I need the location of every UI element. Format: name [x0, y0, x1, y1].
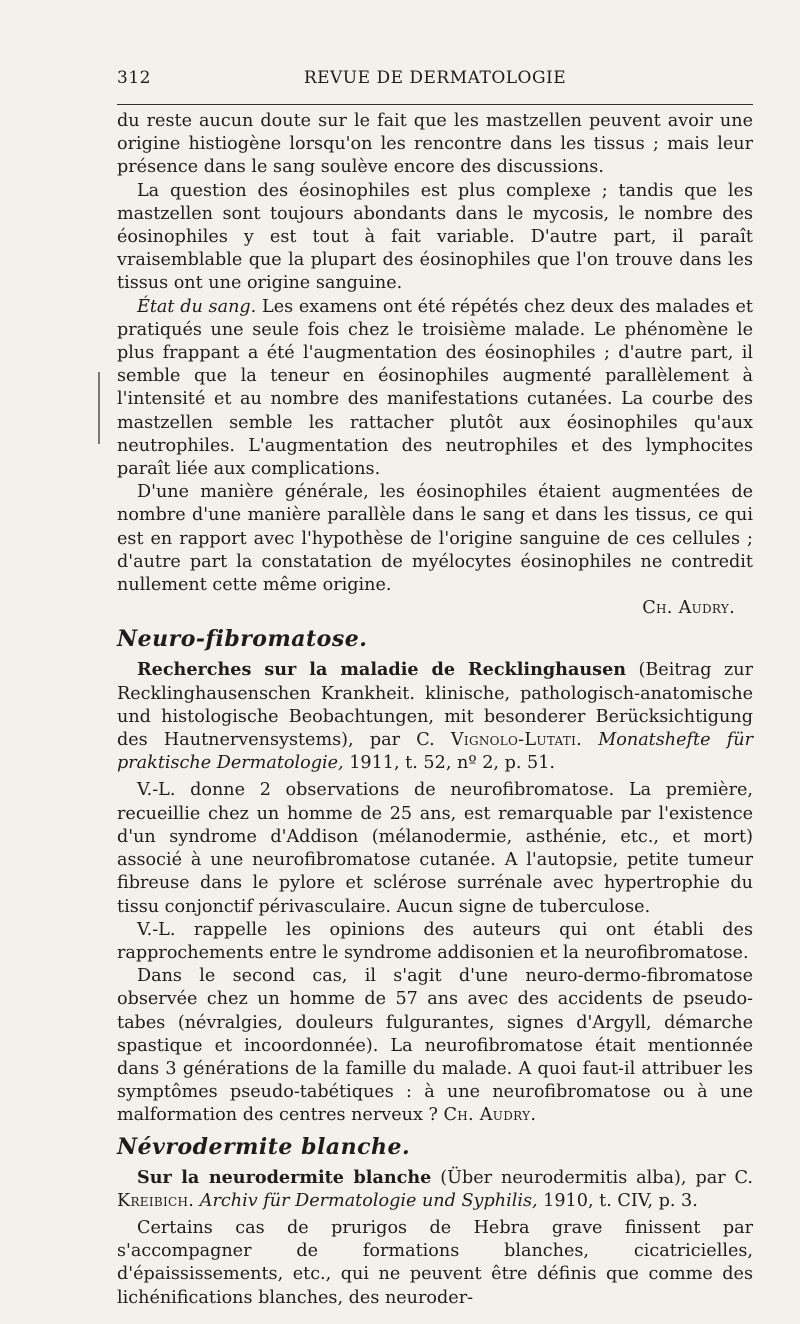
- section1-paragraph-2: V.-L. rappelle les opinions des auteurs qui ont établi des rapprochements entre le syndrome addisonien et la neurofibromatose.: [117, 919, 753, 963]
- ref-journal: Archiv für Dermatologie und Syphilis,: [194, 1190, 538, 1211]
- ref-citation: 1911, t. 52, nº 2, p. 51.: [343, 753, 556, 774]
- intro-paragraph-3: [117, 296, 753, 482]
- ref-title: Recherches sur la maladie de Recklinghausen: [137, 659, 627, 681]
- ref-body: (Über neurodermitis alba), par C.: [431, 1167, 753, 1188]
- intro-paragraph-4: D'une manière générale, les éosinophiles étaient augmentées de nombre d'une manière parallèle dans le sang et dans les tissus, ce qui est en rapport avec l'hypothèse de l'origine sanguine de ces cellules ; d'autre part la constatation de myélocytes éosinophiles ne contredit nullement cette même origine.: [117, 482, 753, 596]
- ref-author: Kreibich.: [117, 1190, 195, 1211]
- journal-title: REVUE DE DERMATOLOGIE: [303, 68, 567, 88]
- signature: Ch. Audry.: [443, 1105, 537, 1126]
- ref-title: Sur la neurodermite blanche: [137, 1166, 432, 1188]
- blood-state-text: Les examens ont été répétés chez deux des malades et pratiqués une seule fois chez le troisième malade. Le phénomène le plus frappant a été l'augmentation des éosinophiles ; d'autre part, il semble que la teneur en éosinophiles augmenté parallèlement à l'intensité et au nombre des manifestations cutanées. La courbe des mastzellen semble les rattacher plutôt aux éosinophiles qu'aux neutrophiles. L'augmentation des neutrophiles et des lymphocites paraît liée aux complications.: [117, 296, 753, 480]
- section1-paragraph-1: V.-L. donne 2 observations de neurofibromatose. La première, recueillie chez un homme de 25 ans, est remarquable par l'existence d'un syndrome d'Addison (mélanodermie, asthénie, etc., et mort) associé à une neurofibromatose cutanée. A l'autopsie, petite tumeur fibreuse dans le pylore et sclérose surrénale avec hypertrophie du tissu conjonctif périvasculaire. Aucun signe de tuberculose.: [117, 780, 753, 917]
- ref-author: Vignolo-Lutati.: [450, 730, 583, 751]
- signature: Ch. Audry.: [642, 598, 735, 619]
- section2-paragraph-1: Certains cas de prurigos de Hebra grave finissent par s'accompagner de formations blanches, cicatricielles, d'épaississements, etc., qui ne peuvent être définis que comme des lichénifications blanches, des neuroder-: [117, 1217, 753, 1308]
- margin-mark: [98, 372, 100, 444]
- page-body: [117, 110, 753, 1310]
- section1-paragraph-3: Dans le second cas, il s'agit d'une neuro-dermo-fibromatose observée chez un homme de 57 ans avec des accidents de pseudo-tabes (névralgies, douleurs fulgurantes, signes d'Argyll, démarche spastique et incoordonnée). La neurofibromatose était mentionnée dans 3 générations de la famille du malade. A quoi faut-il attribuer les symptômes pseudo-tabétiques : à une neurofibromatose ou à une malformation des centres nerveux ? Ch. Audry.: [117, 966, 753, 1126]
- intro-paragraph-2: La question des éosinophiles est plus complexe ; tandis que les mastzellen sont toujours abondants dans le mycosis, le nombre des éosinophiles y est tout à fait variable. D'autre part, il paraît vraisemblable que la plupart des éosinophiles que l'on trouve dans les tissus ont une origine sanguine.: [117, 180, 753, 294]
- section-heading: Névrodermite blanche.: [117, 1133, 411, 1160]
- blood-state-lead: État du sang.: [137, 296, 257, 317]
- ref-journal: Monatshefte für praktische Dermatologie,: [117, 730, 753, 774]
- ref-body: (Beitrag zur Recklinghausenschen Krankheit. klinische, pathologisch-anatomische und histologische Beobachtungen, mit besonderer Berücksichtigung des Hautnervensystems), par C.: [117, 660, 753, 751]
- page-number: 312: [117, 68, 151, 88]
- ref-citation: 1910, t. CIV, p. 3.: [537, 1190, 698, 1211]
- intro-paragraph-1: du reste aucun doute sur le fait que les mastzellen peuvent avoir une origine histiogène lorsqu'on les rencontre dans les tissus ; mais leur présence dans le sang soulève encore des discussions.: [117, 111, 753, 178]
- running-header: [117, 68, 753, 88]
- reference: [117, 658, 753, 775]
- section-heading: Neuro-fibromatose.: [117, 626, 368, 653]
- header-rule: [117, 104, 753, 105]
- reference: [117, 1166, 753, 1213]
